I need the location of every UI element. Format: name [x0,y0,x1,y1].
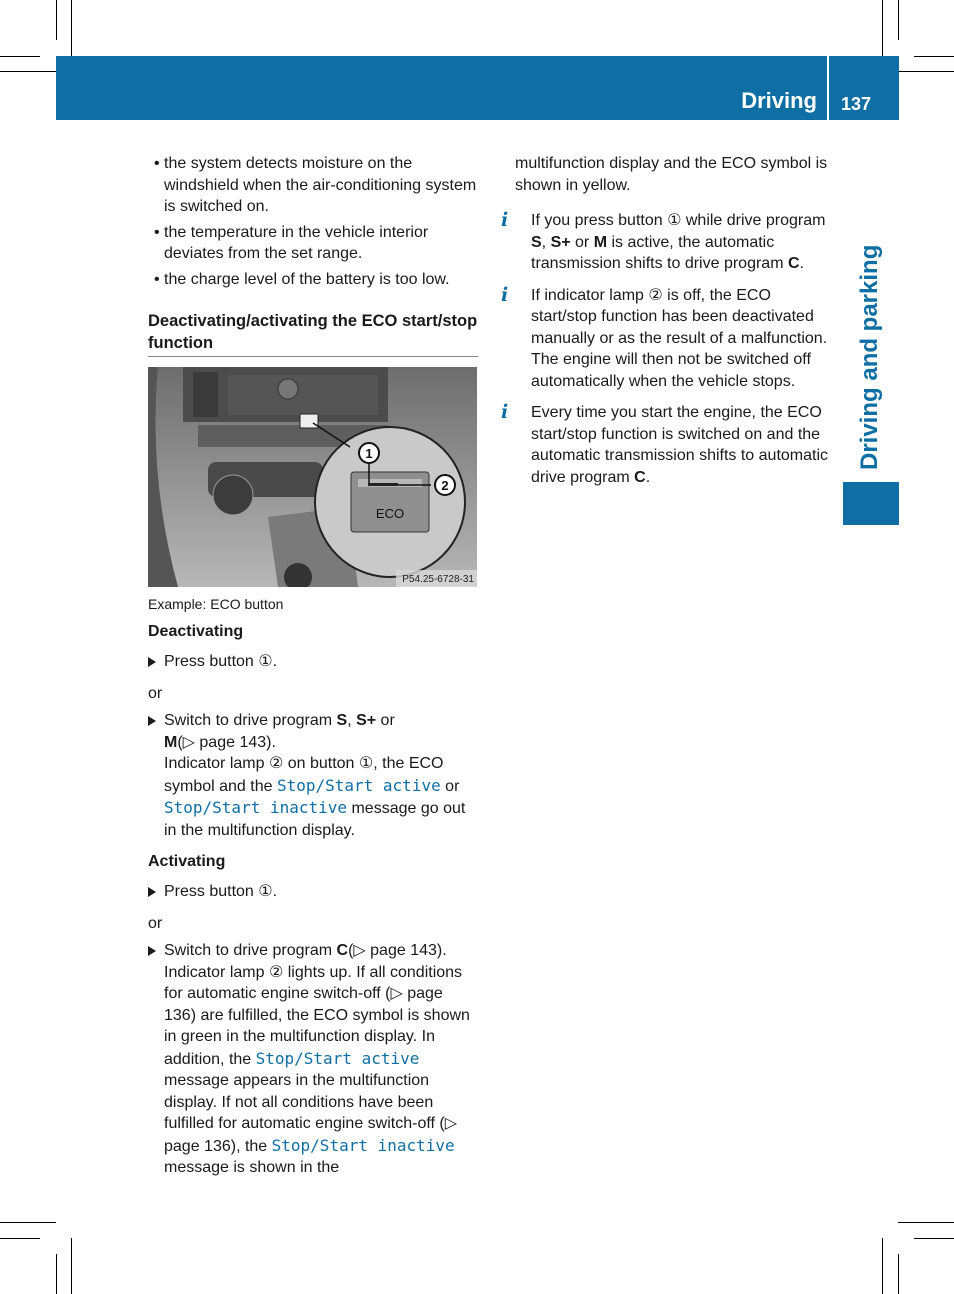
continuation-text: multifunction display and the ECO symbol is shown in yellow. [515,155,828,194]
bullet-item: • the temperature in the vehicle interior deviates from the set range. [154,223,429,262]
crop-mark [898,71,954,72]
crop-mark [898,1254,899,1294]
dashboard-illustration [148,367,477,587]
crop-mark [898,0,899,40]
left-column-procedure [148,621,478,1179]
activate-step-2: Switch to drive program C(▷ page 143). Indicator lamp ② lights up. If all conditions for automatic engine switch-off (▷ page 136) are fulfilled, the ECO symbol is shown in green in the multifunction display. In addition, the Stop/Start active message appears in the multifunction display. If not all conditions have been fulfilled for automatic engine switch-off (▷ page 136), the Stop/Start inactive message is shown in the [148,940,478,1179]
activating-heading: Activating [148,853,226,870]
info-icon: i [501,401,509,423]
step-arrow-icon [148,657,156,667]
crop-mark [914,56,954,57]
deactivate-step-2: Switch to drive program S, S+ or M(▷ page 143). Indicator lamp ② on button ①, the ECO symbol and the Stop/Start active or Stop/Start inactive message go out in the multifunction display. [148,710,478,841]
section-heading: Deactivating/activating the ECO start/stop function [148,312,478,352]
info-icon: i [501,283,509,306]
display-message: Stop/Start inactive [271,1135,455,1155]
heading-rule [148,356,478,357]
crop-mark [882,1238,883,1294]
right-column [501,153,831,498]
crop-mark [914,1238,954,1239]
eco-button-photo [148,367,477,587]
deactivating-heading: Deactivating [148,623,244,640]
figure-code: P54.25-6728-31 [402,574,474,585]
deactivate-step-1: Press button ①. [148,651,478,673]
crop-mark [0,71,56,72]
info-note: i Every time you start the engine, the ECO start/stop function is switched on and the automatic transmission shifts to automatic drive program C. [501,401,829,486]
info-note: i If indicator lamp ② is off, the ECO start/stop function has been deactivated manually or as the result of a malfunction. The engine will then not be switched off automatically when the vehicle stops. [501,283,828,390]
callout-1: 1 [365,446,373,461]
figure-caption: Example: ECO button [148,596,284,612]
or-text: or [148,914,163,932]
crop-mark [56,0,57,40]
header-divider [827,56,829,120]
crop-mark [71,0,72,56]
bullet-item: • the system detects moisture on the windshield when the air-conditioning system is switched on. [154,155,477,215]
info-note: i If you press button ① while drive program S, S+ or M is active, the automatic transmission shifts to drive program C. [501,209,826,272]
side-tab-title: Driving and parking [856,244,883,470]
bullet-item: • the charge level of the battery is too low. [154,270,450,288]
step-arrow-icon [148,887,156,897]
left-column [148,153,478,367]
crop-mark [71,1238,72,1294]
step-arrow-icon [148,716,156,726]
eco-label: ECO [375,506,405,521]
crop-mark [898,1222,954,1223]
crop-mark [882,0,883,56]
display-message: Stop/Start active [255,1048,420,1068]
crop-mark [0,1222,56,1223]
crop-mark [56,1254,57,1294]
callout-2: 2 [441,478,449,493]
info-icon: i [501,209,509,231]
crop-mark [0,56,40,57]
crop-mark [0,1238,40,1239]
section-title: Driving [741,88,817,113]
or-text: or [148,684,163,702]
page-number: 137 [841,94,872,114]
activate-step-1: Press button ①. [148,881,478,903]
side-tab [843,482,899,525]
display-message: Stop/Start active [276,775,441,795]
display-message: Stop/Start inactive [164,798,348,817]
step-arrow-icon [148,946,156,956]
